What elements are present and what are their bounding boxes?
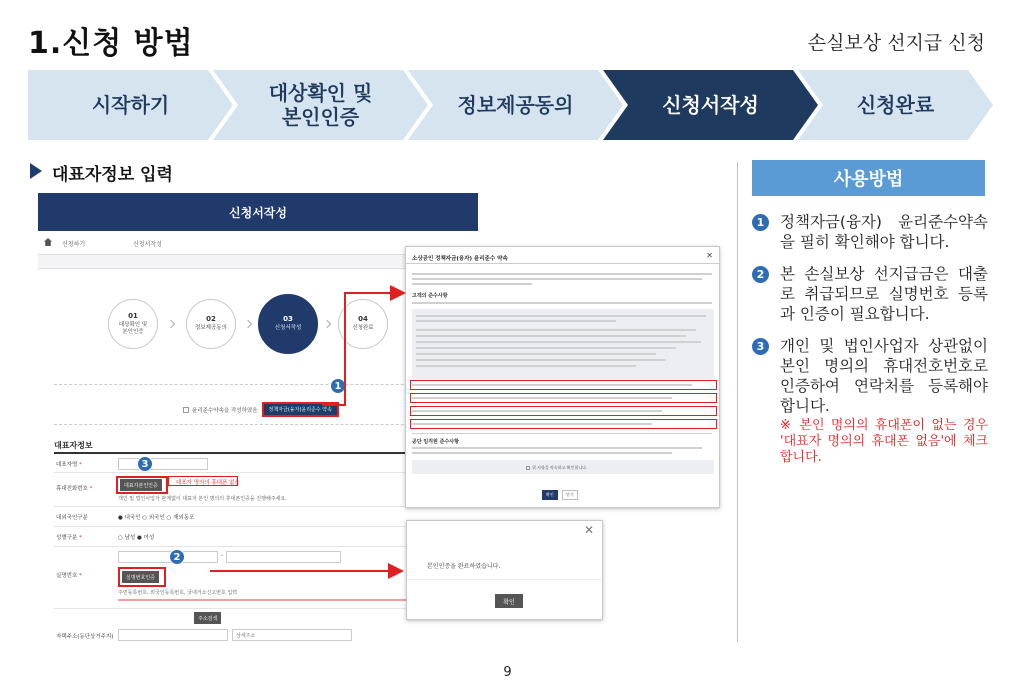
id-help: 주민등록번호, 외국인등록번호, 국내거소신고번호 입력 (118, 590, 238, 596)
progress-label: 신청서작성 (274, 325, 302, 331)
screenshot-header: 신청서작성 (38, 193, 478, 231)
text-line (412, 278, 702, 280)
usage-header: 사용방법 (752, 160, 985, 196)
id-verify-button[interactable]: 실명번호인증 (122, 571, 159, 583)
phone-label: 휴대전화번호 (56, 486, 88, 492)
usage-text: 정책자금(융자) 윤리준수약속을 필히 확인해야 합니다. (780, 213, 988, 251)
modal-divider (406, 263, 719, 264)
chevron-right-icon (244, 320, 252, 328)
nationality-options[interactable]: ● 내국인 ○ 외국인 ○ 재외동포 (118, 515, 195, 521)
text-line (412, 423, 652, 425)
number-badge: 1 (752, 214, 769, 231)
text-line (416, 347, 676, 349)
progress-label: 정보제공동의 (195, 325, 227, 331)
address-search-button[interactable]: 주소검색 (194, 612, 221, 624)
step-start (28, 70, 233, 140)
highlight-box (116, 476, 168, 494)
text-line (412, 452, 672, 454)
chevron-right-icon (167, 320, 175, 328)
text-line (416, 329, 696, 331)
callout-badge-1: 1 (330, 378, 346, 394)
step-label: 신청완료 (856, 93, 935, 117)
name-input[interactable] (118, 458, 208, 470)
step-label: 대상확인 및 본인인증 (268, 81, 373, 129)
callout-badge-2: 2 (169, 549, 185, 565)
text-line (416, 341, 701, 343)
progress-step-3 (258, 294, 318, 354)
staff-duties-heading: 공단 임직원 준수사항 (412, 439, 459, 445)
page-subtitle: 손실보상 선지급 신청 (807, 32, 985, 54)
text-line (412, 433, 712, 434)
text-line (416, 315, 706, 317)
progress-step-2 (186, 299, 236, 349)
text-line (416, 359, 666, 361)
text-line (416, 335, 686, 337)
customer-duties-heading: 고객의 준수사항 (412, 293, 448, 299)
text-line (412, 447, 702, 449)
breadcrumb-item[interactable]: 신청하기 (62, 241, 86, 248)
callout-badge-3: 3 (137, 456, 153, 472)
red-help-line (118, 599, 418, 601)
usage-text: 개인 및 법인사업자 상관없이 본인 명의의 휴대전호번호로 인증하여 연락처를 등록해야 합니다. (780, 337, 988, 415)
progress-num: 01 (128, 311, 138, 320)
ok-button[interactable]: 확인 (495, 594, 523, 608)
text-line (412, 273, 712, 275)
verification-complete-modal (406, 520, 603, 620)
text-line (416, 353, 656, 355)
progress-step-1 (108, 299, 158, 349)
progress-step-4 (338, 299, 388, 349)
progress-label: 신청완료 (352, 325, 374, 331)
ethics-checkbox[interactable] (183, 407, 189, 413)
ethics-agree-text: 윤리준수약속을 작성하였음 (192, 407, 258, 414)
progress-num: 02 (206, 315, 216, 323)
confirm-button[interactable]: 확인 (542, 490, 558, 500)
phone-help: 개인 및 법인사업자 관계없이 대표자 본인 명의의 휴대폰인증을 진행해주세요. (118, 496, 287, 502)
option-domestic[interactable]: 내국인 (124, 515, 141, 521)
progress-num: 03 (283, 315, 293, 323)
chevron-right-icon (323, 320, 331, 328)
text-line (416, 320, 616, 322)
field-label: 휴대전화번호 * (56, 486, 93, 492)
address-label: 자택주소(동단상거주지) (56, 634, 114, 640)
text-line (412, 410, 662, 412)
usage-text: 본 손실보상 선지급금은 대출로 취급되므로 실명번호 등록과 인증이 필요합니다. (780, 265, 988, 323)
address-detail-input[interactable] (232, 629, 352, 641)
address-base-input[interactable] (118, 629, 228, 641)
step-consent (408, 70, 623, 140)
dash-separator: - (221, 553, 223, 559)
address-placeholder: 상세주소 (236, 633, 256, 639)
option-foreign[interactable]: 외국인 (148, 515, 165, 521)
text-line (412, 283, 532, 285)
progress-label: 대상확인 및 본인인증 (118, 321, 148, 335)
close-icon[interactable]: ✕ (706, 251, 713, 260)
gender-label: 성별구분 (56, 535, 78, 541)
usage-item-3 (752, 336, 988, 466)
text-line (412, 397, 672, 399)
usage-note: ※ 본인 명의의 휴대폰이 없는 경우 '대표자 명의의 휴대폰 없음'에 체크합니다. (780, 418, 988, 465)
id-input-front[interactable] (118, 551, 218, 563)
modal-title: 소상공인 정책자금(융자) 윤리준수 약속 (412, 256, 508, 262)
step-verify (213, 70, 428, 140)
step-application (603, 70, 818, 140)
field-label: 성별구분 * (56, 535, 82, 541)
vertical-divider (737, 162, 738, 642)
agree-check-row[interactable] (526, 465, 587, 471)
home-icon[interactable] (44, 238, 52, 246)
no-phone-option[interactable]: 대표자 명의의 휴대폰 없음 (176, 480, 240, 486)
modal-message: 본인인증을 완료하였습니다. (427, 563, 501, 570)
option-overseas[interactable]: 재외동포 (173, 515, 195, 521)
breadcrumb-item[interactable]: 신청서작성 (133, 241, 162, 248)
gender-options[interactable]: ○ 남성 ● 여성 (118, 535, 155, 541)
agree-check-text: 위 사항을 약속하고 확인합니다. (532, 465, 588, 470)
page-title: 1.신청 방법 (28, 26, 194, 61)
option-female[interactable]: 여성 (143, 535, 155, 541)
process-steps (28, 70, 993, 140)
section-title: 대표자정보 입력 (52, 165, 173, 185)
highlight-box (118, 567, 166, 587)
option-male[interactable]: 남성 (124, 535, 136, 541)
step-label: 신청서작성 (662, 93, 759, 117)
close-button[interactable]: 닫기 (562, 490, 578, 500)
step-complete (798, 70, 993, 140)
page-number: 9 (503, 665, 512, 680)
id-label: 실명번호 (56, 573, 78, 579)
modal-divider (407, 579, 602, 580)
field-label: 내외국인구분 (56, 515, 88, 521)
section-marker-icon (30, 163, 42, 179)
usage-item-1 (752, 212, 988, 252)
field-label: 실명번호 * (56, 573, 82, 579)
step-label: 시작하기 (91, 93, 170, 117)
ethics-pledge-button[interactable]: 정책자금(융자)윤리준수 약속 (262, 402, 339, 417)
close-icon[interactable]: ✕ (583, 523, 594, 537)
ethics-agree-row (183, 402, 339, 417)
usage-item-2 (752, 264, 988, 324)
step-label: 정보제공동의 (457, 93, 574, 117)
text-line (412, 384, 692, 386)
usage-list (752, 212, 988, 478)
number-badge: 3 (752, 338, 769, 355)
id-input-back[interactable] (226, 551, 341, 563)
rep-info-title: 대표자정보 (54, 441, 93, 450)
agree-checkbox[interactable] (526, 466, 530, 470)
name-label: 대표자명 (56, 462, 78, 468)
field-label: 대표자명 * (56, 462, 82, 468)
ethics-pledge-modal (405, 246, 720, 508)
text-line (416, 365, 636, 367)
dashed-divider (54, 424, 464, 425)
text-line (412, 302, 712, 304)
rep-verify-button[interactable]: 대표자본인인증 (120, 479, 162, 491)
number-badge: 2 (752, 266, 769, 283)
progress-num: 04 (358, 315, 368, 323)
dashed-divider (54, 384, 464, 385)
